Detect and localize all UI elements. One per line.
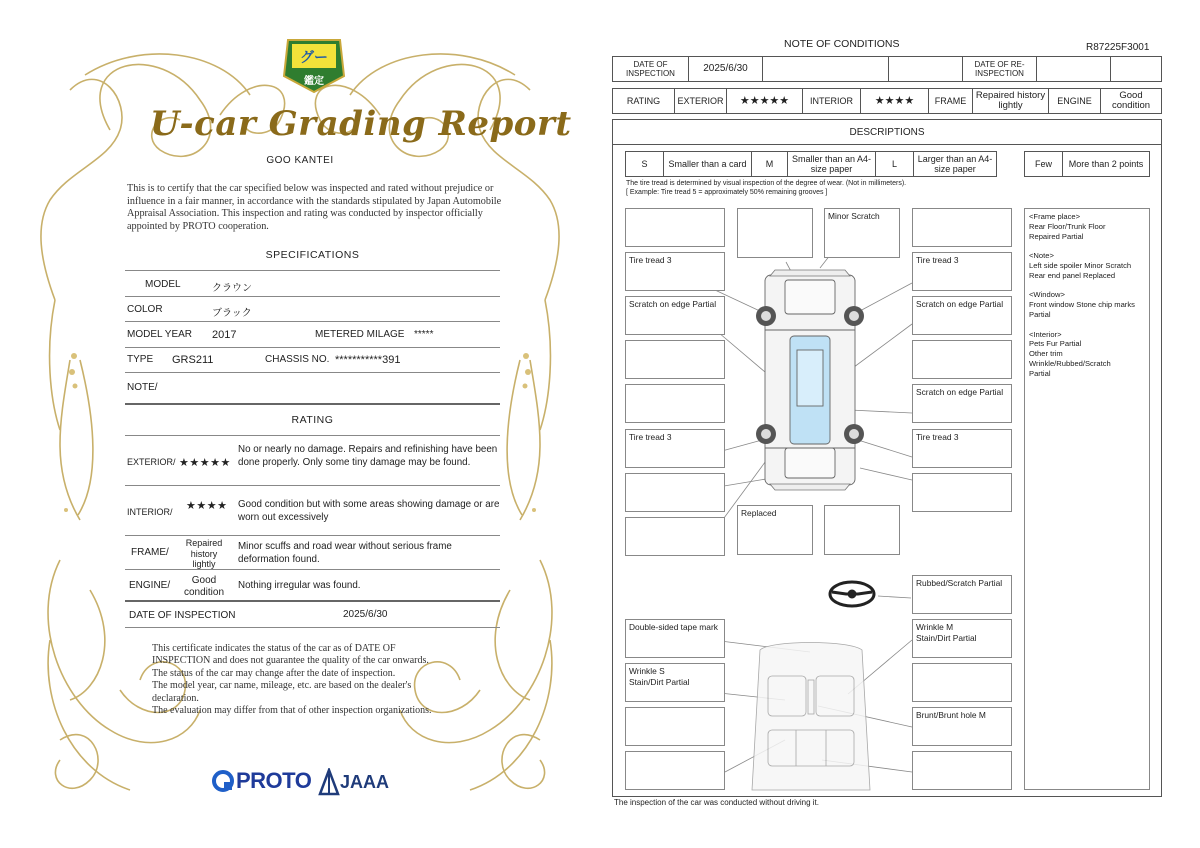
legend-s-desc: Smaller than a card [664,152,752,176]
legend-l: L [876,152,914,176]
note-box [737,208,813,258]
note-box [625,340,725,379]
frame-description: Minor scuffs and road wear without serious frame deformation found. [238,541,452,565]
color-value: ブラック [212,308,252,319]
note-label: NOTE/ [127,382,158,393]
report-id: R87225F3001 [1086,42,1150,53]
divider [125,321,500,322]
note-box: Scratch on edge Partial [625,296,725,335]
note-box [912,473,1012,512]
note-box [824,505,900,555]
divider [125,403,500,405]
goo-kantei-badge [284,40,344,92]
specifications-heading: SPECIFICATIONS [265,249,360,261]
engine-value: Good condition [1111,89,1151,111]
legend-l-desc: Larger than an A4-size paper [917,153,993,174]
divider [125,270,500,271]
disclaimer-line: INSPECTION and does not guarantee the quality of the car onwards. [152,655,429,667]
note-box [912,663,1012,702]
note-box: Scratch on edge Partial [912,296,1012,335]
side-note-line: Front window Stone chip marks [1029,300,1135,310]
divider [125,600,500,602]
rating-heading: RATING [291,414,334,426]
note-box [912,751,1012,790]
rating-label: RATING [613,89,675,113]
engine-label: ENGINE/ [129,580,171,591]
note-box: Tire tread 3 [625,429,725,468]
disclaimer-line: The model year, car name, mileage, etc. are based on the dealer's [152,680,412,692]
exterior-label: EXTERIOR [675,89,727,113]
note-box [912,208,1012,247]
legend-few: Few [1025,152,1063,176]
side-note-line [1029,241,1145,251]
side-note-line: Rear end panel Replaced [1029,270,1116,280]
proto-logo: PROTO [236,768,312,793]
legend-few-desc: More than 2 points [1068,158,1144,169]
side-note-line: Wrinkle/Rubbed/Scratch [1029,358,1111,368]
exterior-stars: ★★★★★ [727,89,803,113]
side-note-line: <Note> [1029,251,1054,261]
metered-milage-value: ***** [414,329,434,340]
divider [125,569,500,570]
interior-stars: ★★★★ [861,89,929,113]
exterior-stars: ★★★★★ [179,457,231,469]
note-box: Tire tread 3 [625,252,725,291]
side-note-line: Pets Fur Partial [1029,339,1082,349]
note-box [625,208,725,247]
frame-label: FRAME [929,89,973,113]
note-box [625,751,725,790]
engine-description: Nothing irregular was found. [238,580,361,591]
date-inspection-label: DATE OF INSPECTION [613,57,689,81]
metered-milage-label: METERED MILAGE [315,329,405,340]
note-box: Wrinkle M Stain/Dirt Partial [912,619,1012,658]
disclaimer-line: declaration. [152,692,199,704]
exterior-label: EXTERIOR/ [127,457,176,467]
tire-note: The tire tread is determined by visual inspection of the degree of wear. (Not in millimeters). [626,180,907,187]
divider [125,347,500,348]
reinspection-label: DATE OF RE-INSPECTION [963,57,1037,81]
svg-text:鑑定: 鑑定 [304,76,324,87]
disclaimer-line: The status of the car may change after the date of inspection. [152,667,396,679]
side-note-line: Partial [1029,309,1051,319]
note-box: Brunt/Brunt hole M [912,707,1012,746]
interior-stars: ★★★★ [186,500,228,512]
jaaa-logo: JAAA [340,772,390,792]
divider [125,535,500,536]
footer-note: The inspection of the car was conducted without driving it. [614,798,819,807]
note-box: Double-sided tape mark [625,619,725,658]
steering-wheel [830,582,874,606]
note-box: Scratch on edge Partial [912,384,1012,423]
descriptions-heading: DESCRIPTIONS [612,119,1162,145]
model-value: クラウン [212,283,252,294]
report-subtitle: GOO KANTEI [266,155,334,166]
date-inspection-value: 2025/6/30 [689,57,763,81]
side-note-line: <Frame place> [1029,212,1081,221]
frame-value: Repaired history lightly [185,538,223,569]
side-note-line [1029,320,1145,330]
note-box: Replaced [737,505,813,555]
conditions-panel [600,0,1200,848]
conditions-heading: NOTE OF CONDITIONS [784,38,900,50]
note-box [912,340,1012,379]
svg-text:グー: グー [300,50,328,66]
type-value: GRS211 [172,354,214,366]
divider [125,435,500,436]
chassis-label: CHASSIS NO. [265,354,330,365]
note-box: Tire tread 3 [912,429,1012,468]
interior-label: INTERIOR [803,89,861,113]
side-notes [1024,208,1150,790]
model-year-value: 2017 [212,329,237,341]
legend-m-desc: Smaller than an A4-size paper [788,152,876,176]
note-box: Wrinkle S Stain/Dirt Partial [625,663,725,702]
model-label: MODEL [145,279,181,290]
frame-label: FRAME/ [131,547,169,558]
report-title: U-car Grading Report [150,104,572,144]
note-box: Rubbed/Scratch Partial [912,575,1012,614]
legend-m: M [752,152,788,176]
chassis-value: ***********391 [335,354,401,366]
side-note-line: <Window> [1029,290,1065,300]
exterior-description: No or nearly no damage. Repairs and refinishing have been done properly. Only some tiny damage may be found. [238,444,498,468]
disclaimer-line: The evaluation may differ from that of other inspection organizations. [152,705,432,717]
frame-value: Repaired history lightly [973,89,1049,113]
date-label: DATE OF INSPECTION [129,610,236,621]
note-box [625,473,725,512]
engine-label: ENGINE [1049,89,1101,113]
side-note-line: Other trim [1029,349,1063,359]
tire-example: [ Example: Tire tread 5 = approximately 50% remaining grooves ] [626,189,828,196]
divider [125,485,500,486]
side-note-line [1029,281,1145,291]
interior-description: Good condition but with some areas showing damage or are worn out excessively [238,499,500,523]
side-note-line: Repaired Partial [1029,231,1084,241]
divider [125,372,500,373]
disclaimer [152,643,482,717]
jaaa-logo-icon [318,768,340,796]
note-box [625,517,725,556]
divider [125,627,500,628]
side-note-line: Left side spoiler Minor Scratch [1029,260,1132,270]
side-note-line: Partial [1029,368,1051,378]
note-box [625,707,725,746]
legend-s: S [626,152,664,176]
disclaimer-line: This certificate indicates the status of the car as of DATE OF [152,643,396,654]
color-label: COLOR [127,304,163,315]
interior-label: INTERIOR/ [127,507,173,517]
proto-logo-icon [212,770,234,792]
model-year-label: MODEL YEAR [127,329,193,340]
side-note-line: <Interior> [1029,329,1062,339]
engine-value: Good condition [183,575,225,598]
date-value: 2025/6/30 [343,609,388,620]
note-box [625,384,725,423]
side-note-line: Rear Floor/Trunk Floor [1029,221,1106,231]
certify-text: This is to certify that the car specified below was inspected and rated without prejudice or influence in a fair manner, in accordance with the standards stipulated by Japan Automobile Appraisal Association. This inspection and rating was conducted by inspector officially appointed by PROTO cooperation. [127,183,502,232]
note-box: Tire tread 3 [912,252,1012,291]
note-box: Minor Scratch [824,208,900,258]
type-label: TYPE [127,354,154,365]
divider [125,296,500,297]
